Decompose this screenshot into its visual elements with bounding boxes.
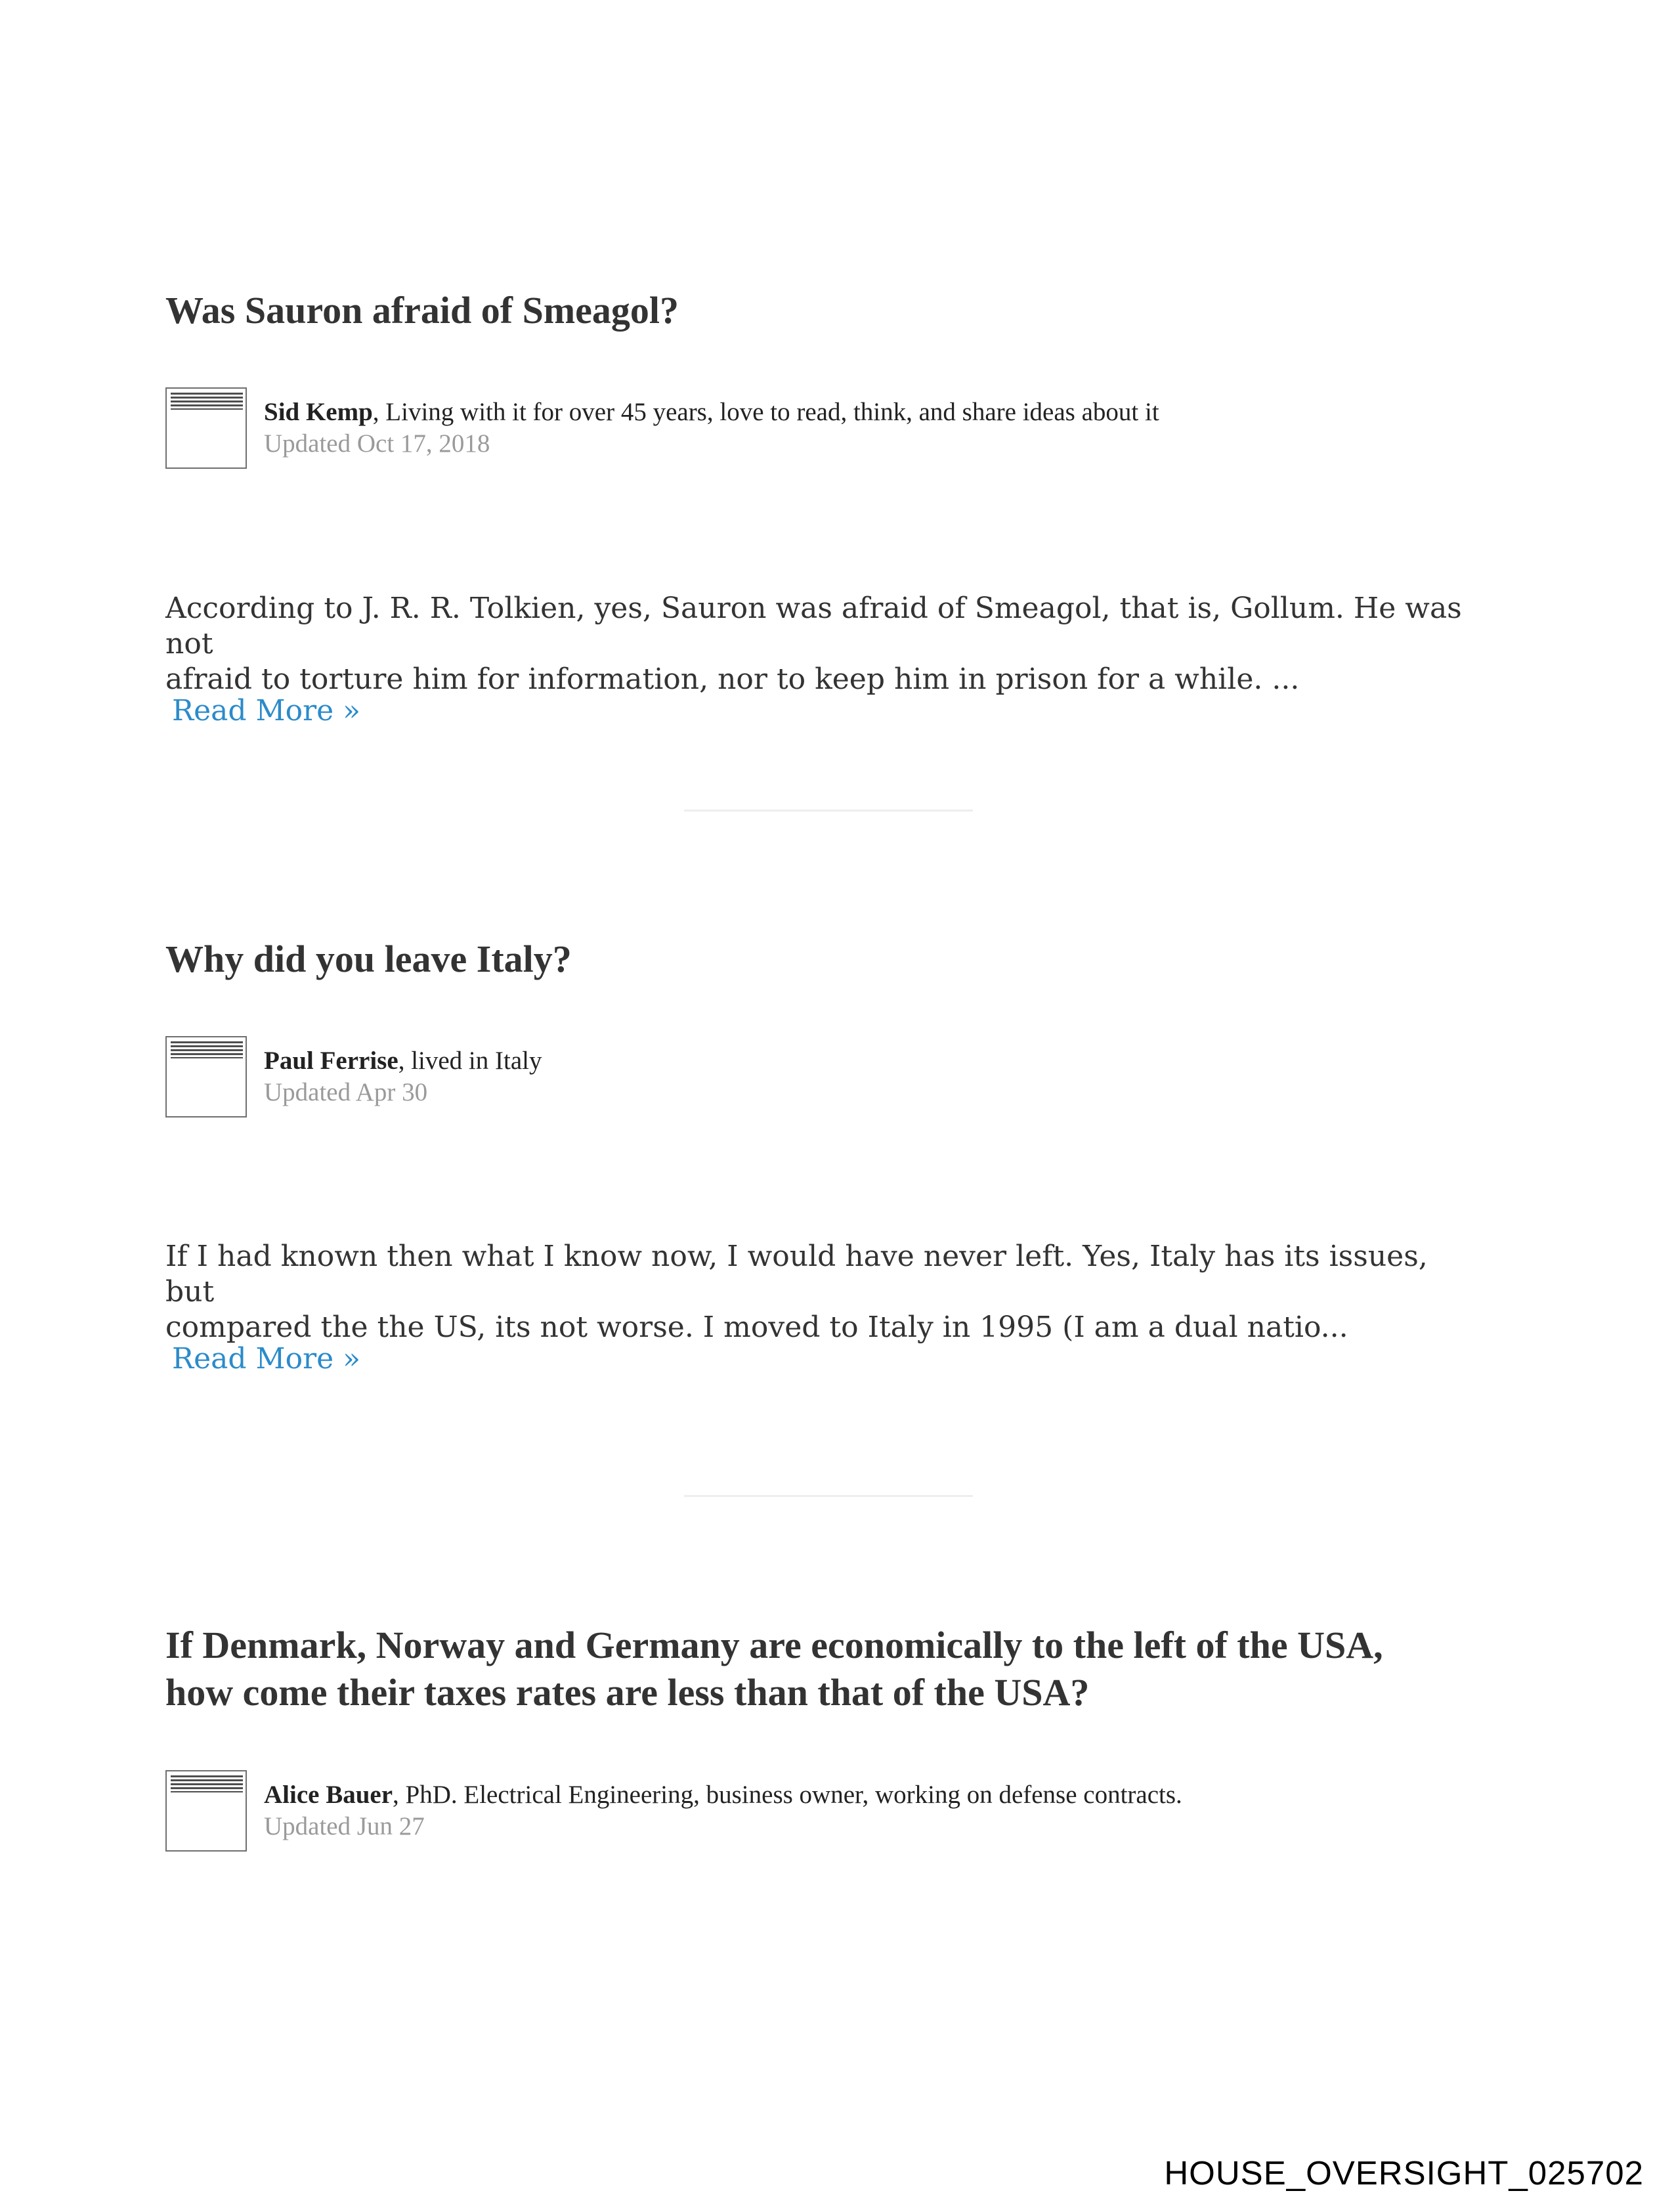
author-credential: , PhD. Electrical Engineering, business owner, working on defense contracts. — [393, 1781, 1182, 1809]
snippet-line: If I had known then what I know now, I would have never left. Yes, Italy has its issues, but — [165, 1240, 1428, 1309]
divider — [684, 1495, 973, 1497]
author-credential: , Living with it for over 45 years, love to read, think, and share ideas about it — [372, 398, 1159, 426]
author-avatar-icon[interactable] — [165, 1036, 247, 1117]
updated-date-link[interactable]: Updated Oct 17, 2018 — [264, 429, 490, 458]
author-name-link[interactable]: Paul Ferrise — [264, 1047, 398, 1075]
author-avatar-icon[interactable] — [165, 1770, 247, 1852]
author-name-link[interactable]: Alice Bauer — [264, 1781, 393, 1809]
author-line — [264, 397, 1159, 428]
broken-image-icon — [171, 1041, 243, 1058]
divider — [684, 810, 973, 812]
snippet-line: According to J. R. R. Tolkien, yes, Sauron was afraid of Smeagol, that is, Gollum. He was not — [165, 592, 1462, 661]
bates-number: HOUSE_OVERSIGHT_025702 — [1164, 2154, 1644, 2192]
author-name-link[interactable]: Sid Kemp — [264, 398, 373, 426]
author-avatar-icon[interactable] — [165, 387, 247, 469]
author-credential: , lived in Italy — [398, 1047, 542, 1075]
updated-date-link[interactable]: Updated Jun 27 — [264, 1812, 425, 1840]
snippet-line: afraid to torture him for information, nor to keep him in prison for a while. ... — [165, 662, 1300, 696]
snippet-line: compared the the US, its not worse. I moved to Italy in 1995 (I am a dual natio... — [165, 1311, 1348, 1344]
updated-date-link[interactable]: Updated Apr 30 — [264, 1078, 428, 1106]
broken-image-icon — [171, 393, 243, 410]
broken-image-icon — [171, 1775, 243, 1792]
author-line — [264, 1779, 1182, 1811]
question-title-line: how come their taxes rates are less than that of the USA? — [165, 1671, 1090, 1714]
read-more-link[interactable]: Read More » — [172, 694, 361, 727]
read-more-link[interactable]: Read More » — [172, 1342, 361, 1376]
answer-snippet — [165, 1239, 1478, 1345]
question-title[interactable]: Was Sauron afraid of Smeagol? — [165, 289, 679, 332]
question-title[interactable]: Why did you leave Italy? — [165, 938, 572, 980]
question-title[interactable] — [165, 1622, 1383, 1716]
author-line — [264, 1045, 542, 1077]
answer-snippet — [165, 591, 1478, 697]
question-title-line: If Denmark, Norway and Germany are economically to the left of the USA, — [165, 1624, 1383, 1666]
